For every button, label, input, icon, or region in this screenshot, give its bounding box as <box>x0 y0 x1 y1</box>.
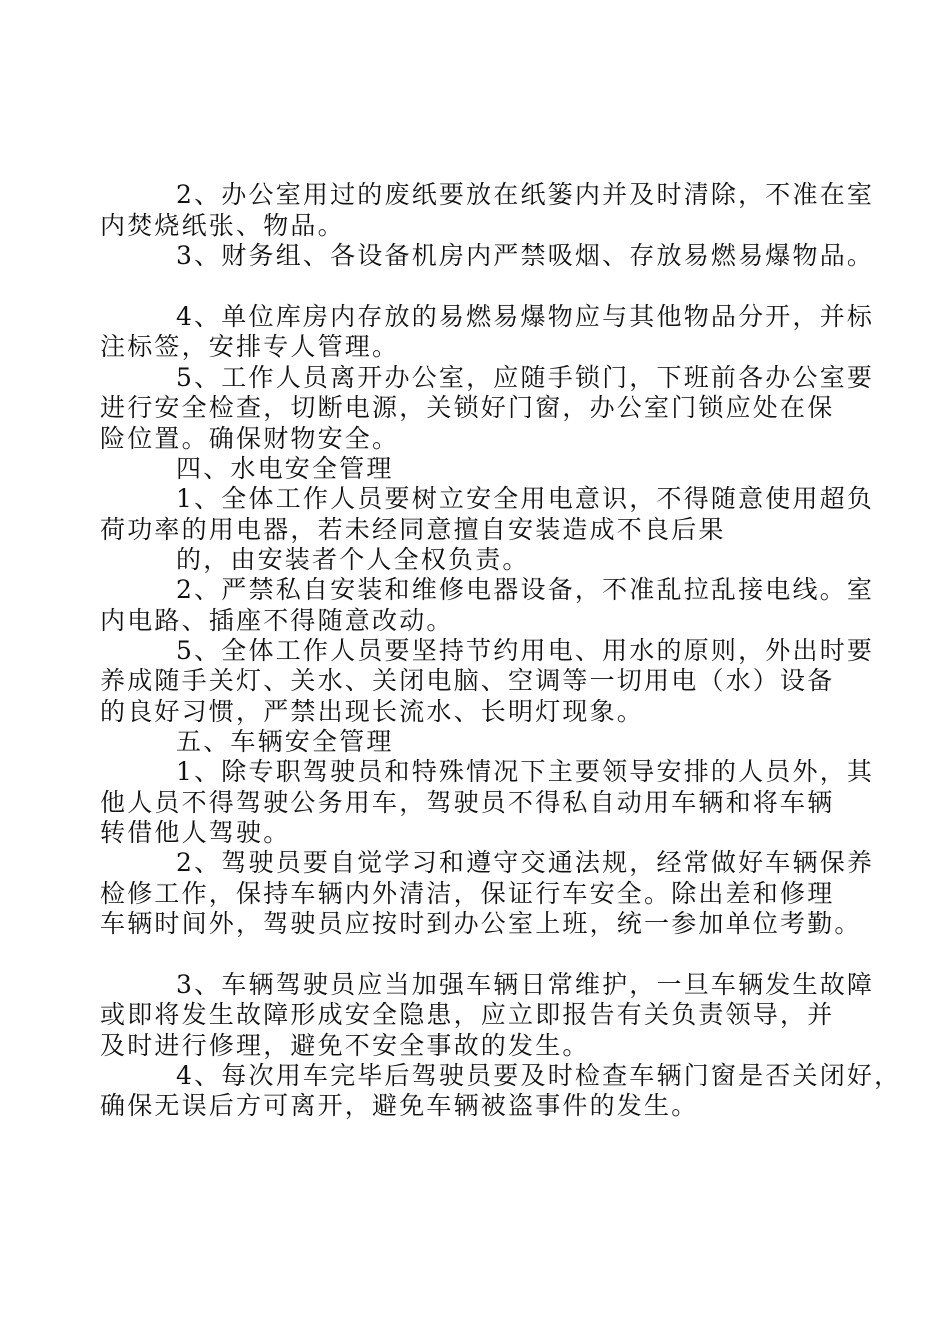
paragraph-line: 1、全体工作人员要树立安全用电意识，不得随意使用超负 <box>176 484 875 513</box>
paragraph-line: 2、严禁私自安装和维修电器设备，不准乱拉乱接电线。室 <box>176 575 875 604</box>
paragraph-line: 5、全体工作人员要坚持节约用电、用水的原则，外出时要 <box>176 636 875 665</box>
paragraph-line: 或即将发生故障形成安全隐患，应立即报告有关负责领导，并 <box>100 1000 835 1029</box>
paragraph-line: 注标签，安排专人管理。 <box>100 332 400 361</box>
section-heading: 五、车辆安全管理 <box>176 727 394 756</box>
paragraph-line: 5、工作人员离开办公室，应随手锁门，下班前各办公室要 <box>176 363 875 392</box>
paragraph-line: 2、办公室用过的废纸要放在纸篓内并及时清除，不准在室 <box>176 180 875 209</box>
paragraph-line: 进行安全检查，切断电源，关锁好门窗，办公室门锁应处在保 <box>100 393 835 422</box>
paragraph-line: 4、每次用车完毕后驾驶员要及时检查车辆门窗是否关闭好， <box>176 1061 902 1090</box>
paragraph-line: 确保无误后方可离开，避免车辆被盗事件的发生。 <box>100 1091 699 1120</box>
paragraph-line: 检修工作，保持车辆内外清洁，保证行车安全。除出差和修理 <box>100 879 835 908</box>
paragraph-line: 荷功率的用电器，若未经同意擅自安装造成不良后果 <box>100 515 726 544</box>
paragraph-line: 转借他人驾驶。 <box>100 818 291 847</box>
paragraph-line: 4、单位库房内存放的易燃易爆物应与其他物品分开，并标 <box>176 302 875 331</box>
section-heading: 四、水电安全管理 <box>176 454 394 483</box>
paragraph-line: 内焚烧纸张、物品。 <box>100 211 345 240</box>
paragraph-line: 3、财务组、各设备机房内严禁吸烟、存放易燃易爆物品。 <box>176 241 875 270</box>
paragraph-line: 的，由安装者个人全权负责。 <box>176 545 530 574</box>
paragraph-line: 养成随手关灯、关水、关闭电脑、空调等一切用电（水）设备 <box>100 666 835 695</box>
paragraph-line: 他人员不得驾驶公务用车，驾驶员不得私自动用车辆和将车辆 <box>100 788 835 817</box>
paragraph-line: 的良好习惯，严禁出现长流水、长明灯现象。 <box>100 697 645 726</box>
paragraph-line: 内电路、插座不得随意改动。 <box>100 606 454 635</box>
paragraph-line: 险位置。确保财物安全。 <box>100 424 400 453</box>
paragraph-line: 2、驾驶员要自觉学习和遵守交通法规，经常做好车辆保养 <box>176 848 875 877</box>
paragraph-line: 1、除专职驾驶员和特殊情况下主要领导安排的人员外，其 <box>176 757 875 786</box>
paragraph-line: 及时进行修理，避免不安全事故的发生。 <box>100 1031 590 1060</box>
paragraph-line: 车辆时间外，驾驶员应按时到办公室上班，统一参加单位考勤。 <box>100 909 862 938</box>
paragraph-line: 3、车辆驾驶员应当加强车辆日常维护，一旦车辆发生故障 <box>176 970 875 999</box>
